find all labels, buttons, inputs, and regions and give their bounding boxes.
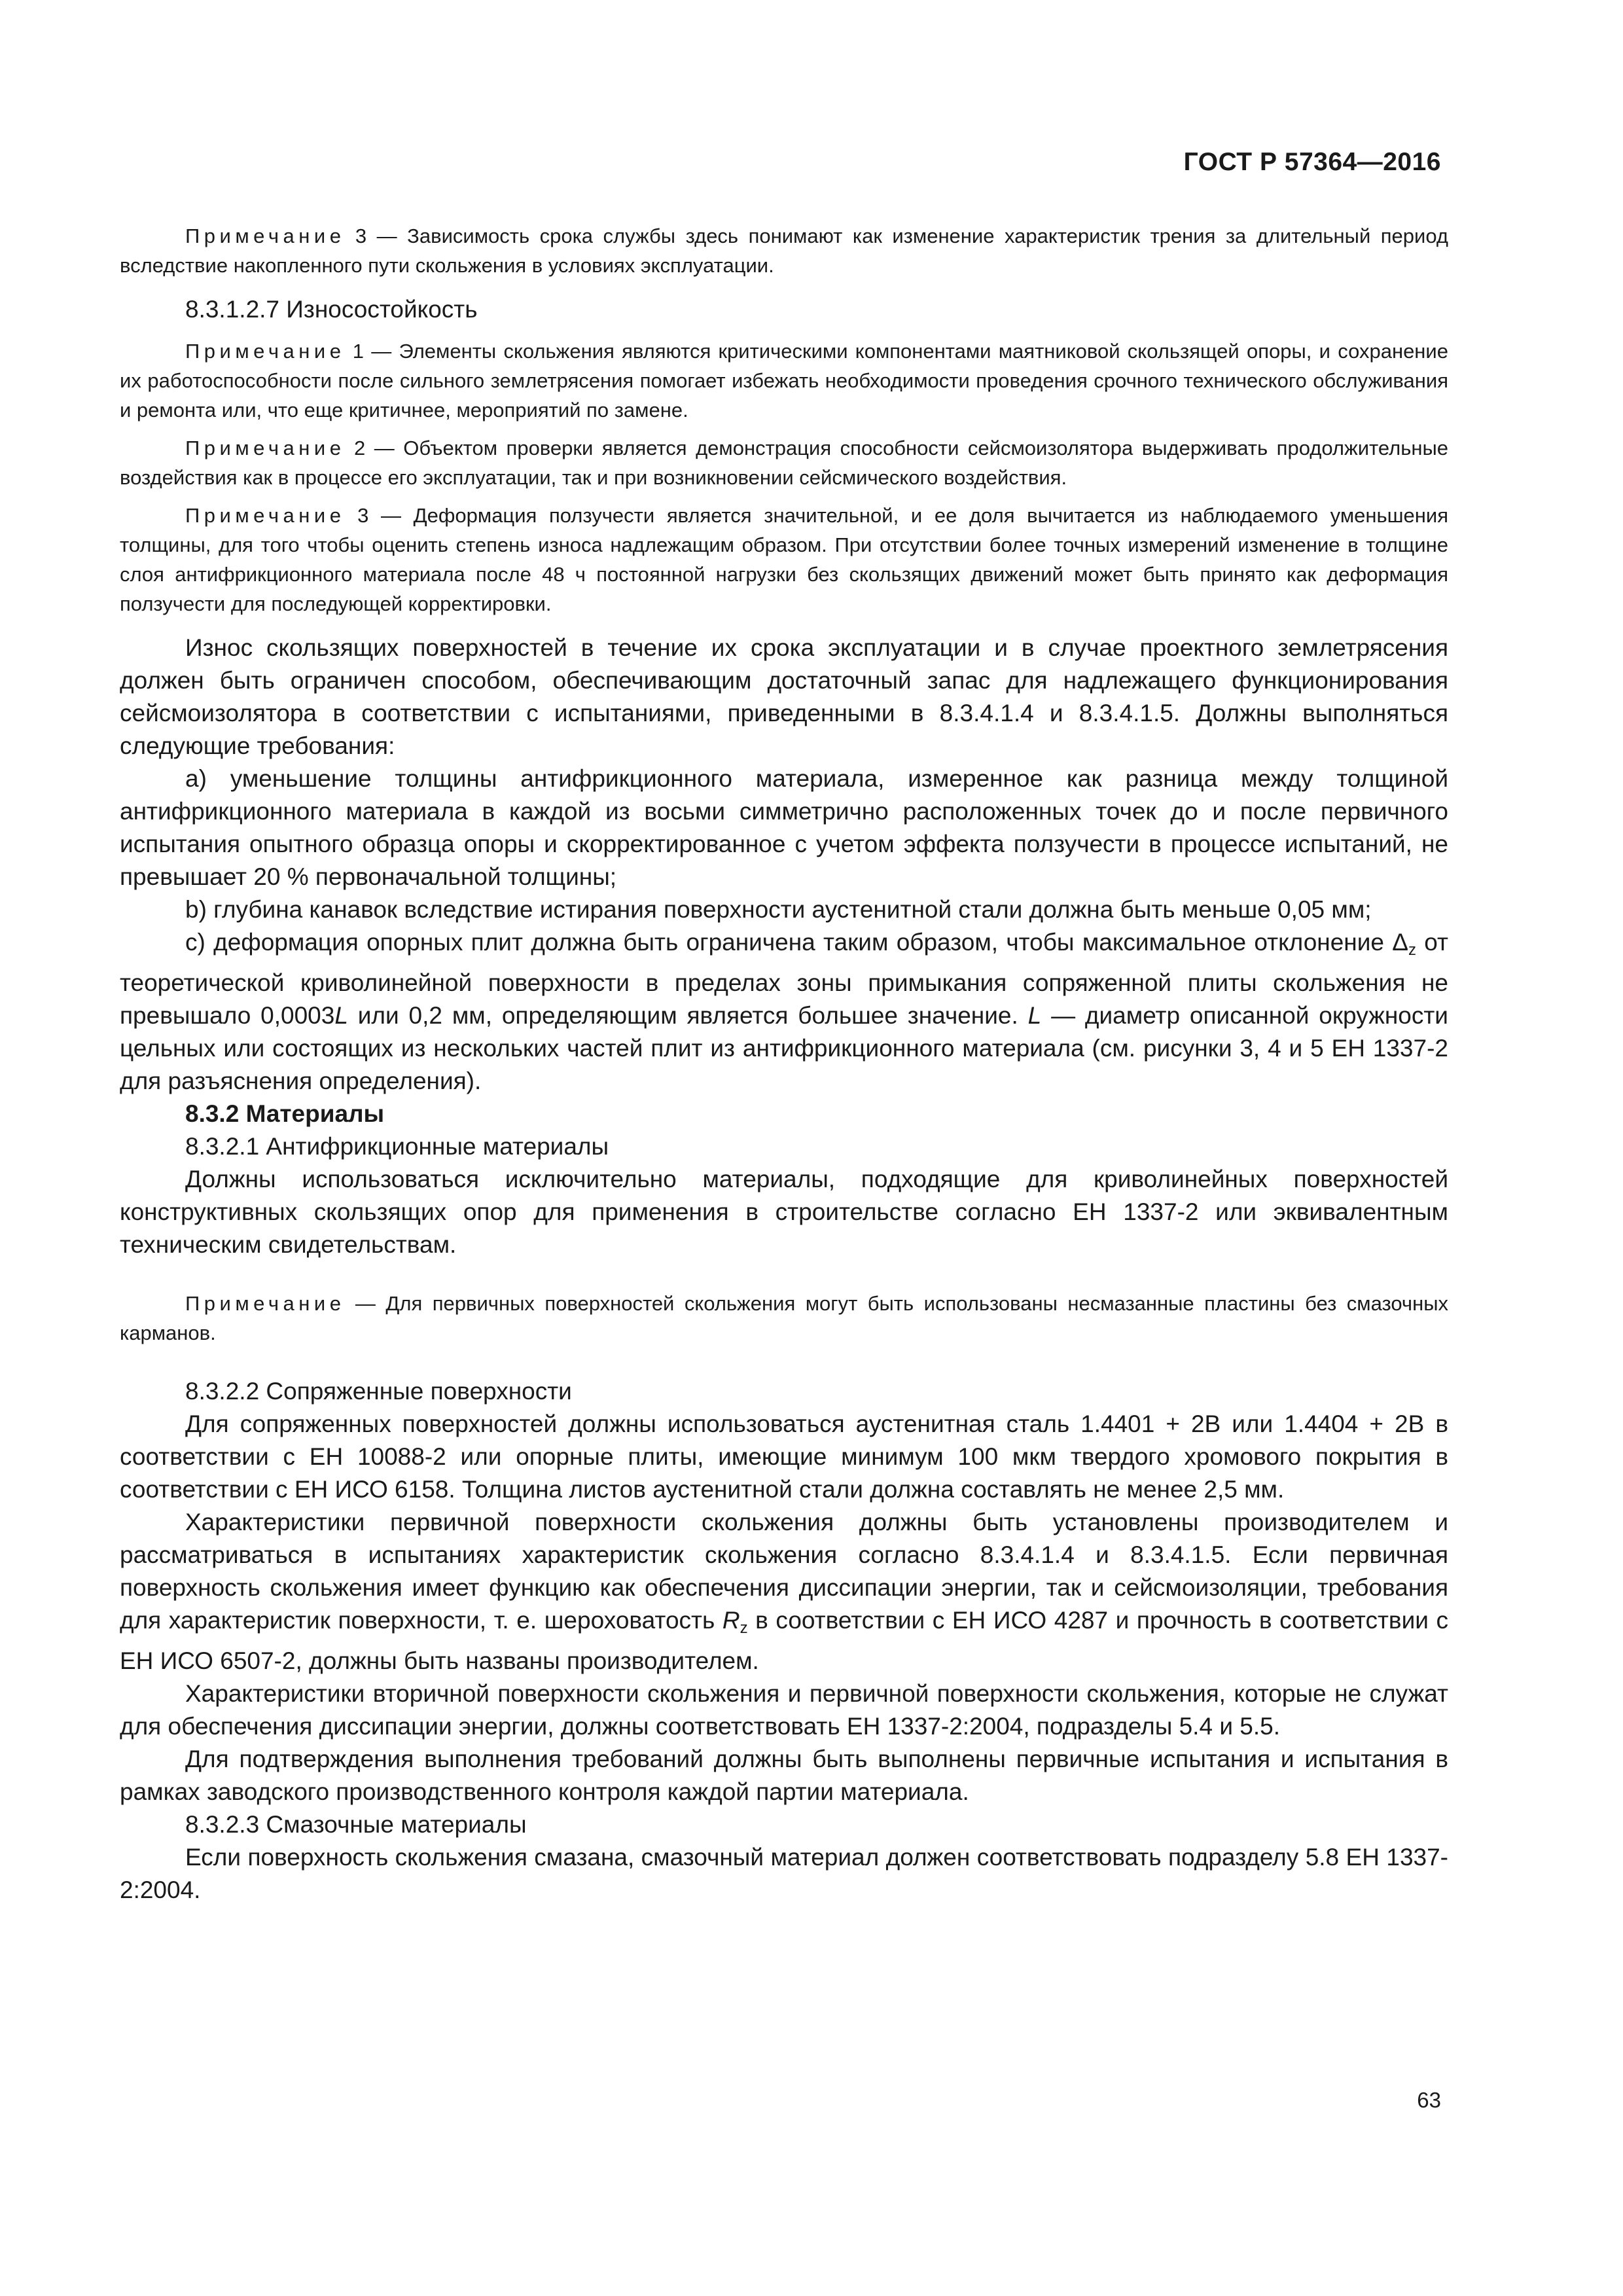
note-label: Примечание — [185, 224, 346, 247]
note-lubricant-free: Примечание — Для первичных поверхностей скольжения могут быть использованы несмазанные пластины без смазочных карманов. — [120, 1292, 1448, 1344]
note-label: Примечание — [185, 1292, 346, 1315]
section-8-3-2-1: 8.3.2.1 Антифрикционные материалы — [185, 1133, 609, 1160]
section-8-3-2-2: 8.3.2.2 Сопряженные поверхности — [185, 1378, 572, 1405]
paragraph-wear: Износ скользящих поверхностей в течение их срока эксплуатации и в случае проектного землетрясения должен быть ограничен способом, обеспечивающим достаточный запас для надлежащего функционирования сейсмоизолятора в соответствии с испытаниями, приведенными в 8.3.4.1.4 и 8.3.4.1.5. Должны выполняться следующие требования: — [120, 634, 1448, 759]
document-id-header: ГОСТ Р 57364—2016 — [1183, 148, 1441, 176]
note-service-life: Примечание 3 — Зависимость срока службы здесь понимают как изменение характеристик трения за длительный период вследствие накопленного пути скольжения в условиях эксплуатации. — [120, 224, 1448, 277]
section-8-3-1-2-7: 8.3.1.2.7 Износостойкость — [185, 296, 478, 323]
note-label: Примечание — [185, 504, 346, 527]
paragraph-antifriction: Должны использоваться исключительно материалы, подходящие для криволинейных поверхностей конструктивных скользящих опор для применения в строительстве согласно ЕН 1337-2 или эквивалентным техническим свидетельствам. — [120, 1166, 1448, 1258]
requirement-c: c) деформация опорных плит должна быть ограничена таким образом, чтобы максимальное отклонение $\Delta_z$ от теоретической криволинейной поверхности в пределах зоны примыкания сопряженной плиты скольжения не превышало 0,0003L или 0,2 мм, определяющим является большее значение. L — диаметр описанной окружности цельных или состоящих из нескольких частей плит из антифрикционного материала (см. рисунки 3, 4 и 5 ЕН 1337-2 для разъяснения определения). — [120, 929, 1448, 1094]
note-label: Примечание — [185, 340, 346, 363]
note-label: Примечание — [185, 437, 346, 459]
section-8-3-2: 8.3.2 Материалы — [185, 1100, 385, 1127]
paragraph-confirmation: Для подтверждения выполнения требований должны быть выполнены первичные испытания и испытания в рамках заводского производственного контроля каждой партии материала. — [120, 1746, 1448, 1805]
page-content — [120, 221, 1448, 1907]
paragraph-lubricants: Если поверхность скольжения смазана, смазочный материал должен соответствовать подразделу 5.8 ЕН 1337-2:2004. — [120, 1844, 1448, 1903]
requirement-b: b) глубина канавок вследствие истирания поверхности аустенитной стали должна быть меньше 0,05 мм; — [185, 896, 1372, 923]
delta-symbol: Δ — [1392, 929, 1408, 956]
section-8-3-2-3: 8.3.2.3 Смазочные материалы — [185, 1811, 527, 1838]
paragraph-primary-surface: Характеристики первичной поверхности скольжения должны быть установлены производителем и рассматриваться в испытаниях характеристик скольжения согласно 8.3.4.1.4 и 8.3.4.1.5. Если первичная поверхность скольжения имеет функцию как обеспечения диссипации энергии, так и сейсмоизоляции, требования для характеристик поверхности, т. е. шероховатость $R_z$ в соответствии с ЕН ИСО 4287 и прочность в соответствии с ЕН ИСО 6507-2, должны быть названы производителем. — [120, 1509, 1448, 1674]
note-1: Примечание 1 — Элементы скольжения являются критическими компонентами маятниковой скользящей опоры, и сохранение их работоспособности после сильного землетрясения помогает избежать необходимости проведения срочного технического обслуживания и ремонта или, что еще критичнее, мероприятий по замене. — [120, 340, 1448, 422]
paragraph-mating-surfaces: Для сопряженных поверхностей должны использоваться аустенитная сталь 1.4401 + 2В или 1.4404 + 2В в соответствии с ЕН 10088-2 или опорные плиты, имеющие минимум 100 мкм твердого хромового покрытия в соответствии с ЕН ИСО 6158. Толщина листов аустенитной стали должна составлять не менее 2,5 мм. — [120, 1410, 1448, 1503]
requirement-a: а) уменьшение толщины антифрикционного материала, измеренное как разница между толщиной антифрикционного материала в каждой из восьми симметрично расположенных точек до и после первичного испытания опытного образца опоры и скорректированное с учетом эффекта ползучести в процессе испытаний, не превышает 20 % первоначальной толщины; — [120, 765, 1448, 890]
page-number: 63 — [1417, 2088, 1441, 2112]
note-3: Примечание 3 — Деформация ползучести является значительной, и ее доля вычитается из наблюдаемого уменьшения толщины, для того чтобы оценить степень износа надлежащим образом. При отсутствии более точных измерений изменение в толщине слоя антифрикционного материала после 48 ч постоянной нагрузки без скользящих движений может быть принято как деформация ползучести для последующей корректировки. — [120, 504, 1448, 615]
paragraph-secondary-surface: Характеристики вторичной поверхности скольжения и первичной поверхности скольжения, которые не служат для обеспечения диссипации энергии, должны соответствовать ЕН 1337-2:2004, подразделы 5.4 и 5.5. — [120, 1680, 1448, 1740]
note-2: Примечание 2 — Объектом проверки является демонстрация способности сейсмоизолятора выдерживать продолжительные воздействия как в процессе его эксплуатации, так и при возникновении сейсмического воздействия. — [120, 437, 1448, 489]
